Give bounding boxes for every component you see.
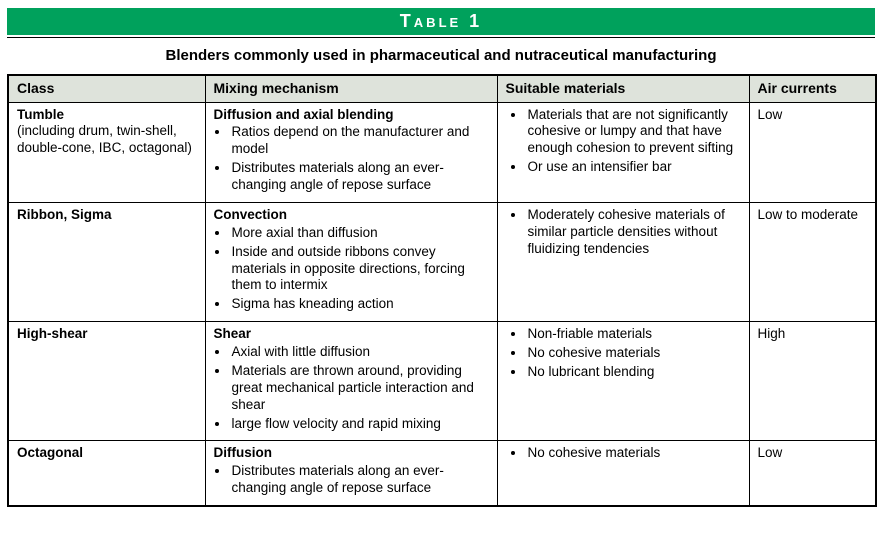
class-name: Tumble — [17, 106, 64, 122]
class-cell — [8, 322, 205, 441]
mechanism-title: Shear — [213, 326, 252, 342]
mechanism-cell — [205, 202, 497, 321]
col-header-air-currents: Air currents — [749, 75, 876, 102]
col-header-class: Class — [8, 75, 205, 102]
bullet-item: • More axial than diffusion — [230, 225, 489, 242]
bullet-item: • Moderately cohesive materials of similar particle densities without fluidizing tendencies — [526, 207, 741, 258]
mechanism-cell — [205, 102, 497, 202]
class-cell — [8, 102, 205, 202]
bullet-item: • Distributes materials along an ever-changing angle of repose surface — [230, 160, 489, 194]
table-caption: Blenders commonly used in pharmaceutical and nutraceutical manufacturing — [165, 47, 717, 64]
class-cell — [8, 202, 205, 321]
mechanism-title: Diffusion — [213, 445, 272, 461]
mechanism-title: Diffusion and axial blending — [213, 106, 394, 122]
mechanism-cell — [205, 322, 497, 441]
mechanism-bullet-list — [214, 463, 489, 497]
table-row-high-shear — [8, 322, 876, 441]
col-header-suitable-materials: Suitable materials — [497, 75, 749, 102]
table-row-octagonal — [8, 441, 876, 506]
mechanism-bullet-list — [214, 124, 489, 194]
air-currents-cell: Low — [749, 441, 876, 506]
class-name: Ribbon, Sigma — [17, 206, 112, 222]
materials-bullet-list — [506, 107, 741, 177]
mechanism-bullet-list — [214, 225, 489, 313]
bullet-item: • Inside and outside ribbons convey materials in opposite directions, forcing them to intermix — [230, 244, 489, 295]
bullet-item: • Distributes materials along an ever-changing angle of repose surface — [230, 463, 489, 497]
mechanism-cell — [205, 441, 497, 506]
air-currents-cell: Low to moderate — [749, 202, 876, 321]
table-number-label: Table 1 — [399, 11, 483, 31]
mechanism-bullet-list — [214, 344, 489, 432]
class-note: (including drum, twin-shell, double-cone, IBC, octagonal) — [17, 123, 192, 156]
bullet-item: • large flow velocity and rapid mixing — [230, 416, 489, 433]
class-name: High-shear — [17, 326, 88, 342]
materials-cell — [497, 441, 749, 506]
table-row-tumble — [8, 102, 876, 202]
bullet-item: • Sigma has kneading action — [230, 296, 489, 313]
materials-cell — [497, 102, 749, 202]
bullet-item: • Materials that are not significantly cohesive or lumpy and that have enough cohesion to prevent sifting — [526, 107, 741, 158]
bullet-item: • Axial with little diffusion — [230, 344, 489, 361]
air-currents-cell: High — [749, 322, 876, 441]
class-name: Octagonal — [17, 445, 84, 461]
bullet-item: • Or use an intensifier bar — [526, 159, 741, 176]
materials-bullet-list — [506, 207, 741, 258]
bullet-item: • Materials are thrown around, providing great mechanical particle interaction and shear — [230, 363, 489, 414]
air-currents-cell: Low — [749, 102, 876, 202]
table-row-ribbon-sigma — [8, 202, 876, 321]
class-cell — [8, 441, 205, 506]
mechanism-title: Convection — [213, 206, 288, 222]
blenders-table — [7, 74, 877, 507]
materials-bullet-list — [506, 445, 741, 462]
materials-cell — [497, 202, 749, 321]
materials-cell — [497, 322, 749, 441]
bullet-item: • No cohesive materials — [526, 345, 741, 362]
bullet-item: • No lubricant blending — [526, 364, 741, 381]
header-row — [8, 75, 876, 102]
bullet-item: • Non-friable materials — [526, 326, 741, 343]
materials-bullet-list — [506, 326, 741, 381]
divider-rule — [7, 37, 875, 38]
bullet-item: • Ratios depend on the manufacturer and model — [230, 124, 489, 158]
table-number-bar — [7, 8, 875, 35]
bullet-item: • No cohesive materials — [526, 445, 741, 462]
col-header-mixing-mechanism: Mixing mechanism — [205, 75, 497, 102]
